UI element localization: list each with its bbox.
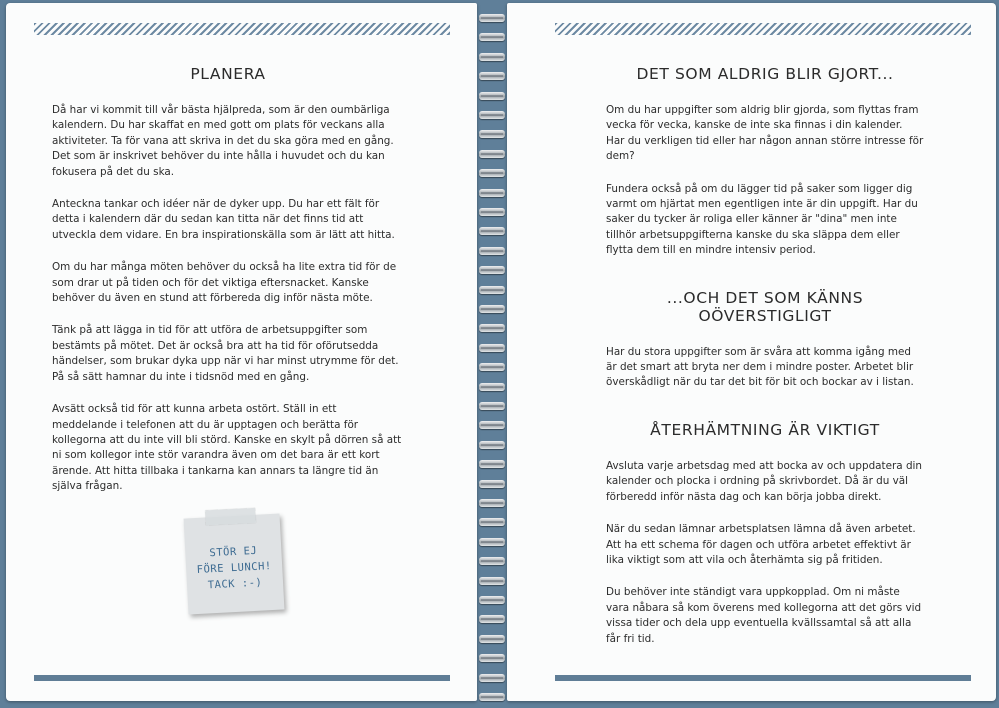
bottom-bar-left xyxy=(34,675,450,681)
spiral-ring xyxy=(479,227,505,235)
postit-line: FÖRE LUNCH! xyxy=(196,560,272,576)
top-stripe-left xyxy=(34,23,450,35)
spiral-ring xyxy=(479,402,505,410)
left-page-title: PLANERA xyxy=(190,65,266,83)
spiral-ring xyxy=(479,14,505,22)
spiral-ring xyxy=(479,92,505,100)
spiral-ring xyxy=(479,305,505,313)
paragraph: Avsätt också tid för att kunna arbeta ostört. Ställ in ett meddelande i telefonen att du är upptagen och berätta för kollegorna att du inte vill bli störd. Kanske en skylt på dörren så att ni som kollegor inte stör varandra även om det bara är ett kort ärende. Att hitta tillbaka i tankarna kan annars ta längre tid än själva frågan. xyxy=(52,403,402,493)
spiral-ring xyxy=(479,674,505,682)
paragraph: Har du stora uppgifter som är svåra att komma igång med är det smart att bryta ner dem i mindre poster. Arbetet blir överskådligt när du tar det bit för bit och bockar av i listan. xyxy=(606,345,914,389)
paragraph: Du behöver inte ständigt vara uppkopplad. Om ni måste vara nåbara så kom överens med kollegorna att det görs vid vissa tider och dela upp eventuella kvällssamtal så att alla får fri tid. xyxy=(606,586,922,645)
spiral-ring xyxy=(479,208,505,216)
spiral-ring xyxy=(479,615,505,623)
paragraph: Om du har uppgifter som aldrig blir gjorda, som flyttas fram vecka för vecka, kanske de inte ska finnas i din kalender. Har du verkligen tid eller har någon annan större intresse för dem? xyxy=(606,104,924,163)
spiral-ring xyxy=(479,72,505,80)
spiral-ring xyxy=(479,150,505,158)
spiral-ring xyxy=(479,518,505,526)
spiral-ring xyxy=(479,693,505,701)
spiral-ring xyxy=(479,169,505,177)
spiral-ring xyxy=(479,111,505,119)
postit-text xyxy=(189,542,279,595)
paragraph: Tänk på att lägga in tid för att utföra de arbetsuppgifter som bestämts på mötet. Det är också bra att ha tid för oförutsedda händelser, som brukar dyka upp när vi har minst utrymme för det. På så sätt hamnar du inte i tidsnöd med en gång. xyxy=(52,324,399,383)
paragraph: Avsluta varje arbetsdag med att bocka av och uppdatera din kalender och plocka i ordning på skrivbordet. Då är du väl förberedd inför nästa dag och kan börja jobba direkt. xyxy=(606,459,923,503)
paragraph: Om du har många möten behöver du också ha lite extra tid för de som drar ut på tiden och för det viktiga eftersnacket. Kanske behöver du även en stund att förbereda dig inför nästa möte. xyxy=(52,261,397,305)
spiral-ring xyxy=(479,441,505,449)
postit-line: STÖR EJ xyxy=(209,544,258,560)
paragraph: Fundera också på om du lägger tid på saker som ligger dig varmt om hjärtat men egentligen inte är din uppgift. Har du saker du tycker är roliga eller känner är "dina" men inte tillhör arbetsuppgifterna kanske du ska släppa dem eller flytta dem till en mindre intensiv period. xyxy=(606,182,918,257)
spiral-ring xyxy=(479,53,505,61)
spiral-ring xyxy=(479,189,505,197)
spiral-binding xyxy=(477,0,507,708)
spiral-ring xyxy=(479,324,505,332)
spiral-ring xyxy=(479,247,505,255)
paragraph: Anteckna tankar och idéer när de dyker upp. Du har ett fält för detta i kalendern där du sedan kan titta när det finns tid att utveckla dem vidare. En bra inspirationskälla som är lätt att hitta. xyxy=(52,198,395,241)
spiral-ring xyxy=(479,499,505,507)
spiral-ring xyxy=(479,577,505,585)
spiral-ring xyxy=(479,344,505,352)
paragraph: När du sedan lämnar arbetsplatsen lämna då även arbetet. Att ha ett schema för dagen och utföra arbetet effektivt är lika viktigt som att vila och återhämta sig på fritiden. xyxy=(606,523,916,566)
top-stripe-right xyxy=(555,23,971,35)
left-page xyxy=(6,3,477,701)
right-content xyxy=(606,65,924,664)
right-page xyxy=(507,3,996,701)
paragraph: Då har vi kommit till vår bästa hjälpreda, som är den oumbärliga kalendern. Du har skaffat en med gott om plats för veckans alla aktiviteter. Ta för vana att skriva in det du ska göra med en gång. Det som är inskrivet behöver du inte hålla i huvudet och du kan fokusera på det du ska. xyxy=(52,104,394,178)
spiral-ring xyxy=(479,383,505,391)
spiral-ring xyxy=(479,33,505,41)
spiral-ring xyxy=(479,363,505,371)
spiral-ring xyxy=(479,460,505,468)
postit-line: TACK :-) xyxy=(207,576,263,592)
bottom-bar-right xyxy=(555,675,971,681)
tape xyxy=(205,508,256,526)
spiral-ring xyxy=(479,557,505,565)
spiral-ring xyxy=(479,635,505,643)
spiral-ring xyxy=(479,130,505,138)
section-title: ...OCH DET SOM KÄNNS OÖVERSTIGLIGT xyxy=(666,288,864,325)
section-title: DET SOM ALDRIG BLIR GJORT... xyxy=(636,65,894,83)
spiral-ring xyxy=(479,286,505,294)
spiral-ring xyxy=(479,266,505,274)
spiral-ring xyxy=(479,654,505,662)
spiral-ring xyxy=(479,421,505,429)
postit-note xyxy=(184,514,285,615)
left-content xyxy=(52,65,404,512)
section-title: ÅTERHÄMTNING ÄR VIKTIGT xyxy=(650,420,880,439)
spiral-ring xyxy=(479,596,505,604)
spiral-ring xyxy=(479,480,505,488)
spiral-ring xyxy=(479,538,505,546)
